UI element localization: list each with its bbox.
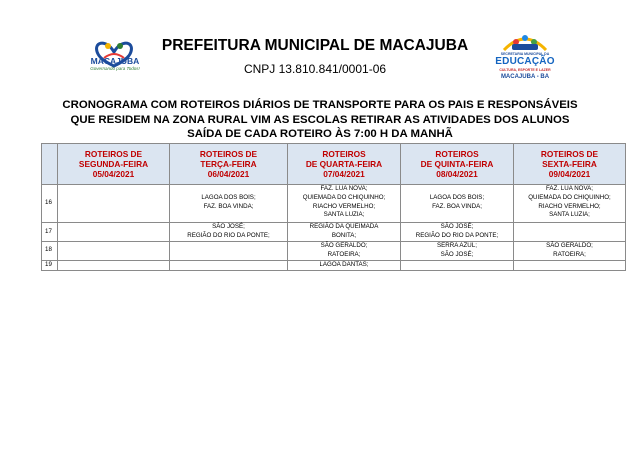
table-cell [58, 242, 170, 261]
logo-secretariat-top: SECRETARIA MUNICIPAL DA [500, 52, 550, 56]
route-location: LAGOA DANTAS; [319, 260, 369, 268]
route-location: QUIEMADA DO CHIQUINHO; [528, 193, 611, 201]
route-location: BONITA; [331, 231, 357, 239]
column-header: ROTEIROS DE QUARTA-FEIRA 07/04/2021 [288, 144, 401, 185]
table-cell [170, 185, 288, 223]
table-cell [514, 260, 626, 270]
route-location [401, 185, 513, 194]
logo-secretariat-sub: CULTURA, ESPORTE E LAZER [499, 68, 551, 72]
logo-city-name: MACAJUBA [90, 56, 140, 66]
table-cell [288, 185, 401, 223]
logo-education-word: EDUCAÇÃO [495, 56, 555, 67]
table-cell [401, 223, 514, 242]
row-number: 17 [42, 223, 58, 242]
column-header: ROTEIROS DE SEXTA-FEIRA 09/04/2021 [514, 144, 626, 185]
route-location: RATOEIRA; [327, 250, 361, 258]
table-cell [288, 242, 401, 261]
route-location: SÃO JOSÉ; [440, 250, 474, 258]
route-location: REGIÃO DO RIO DA PONTE; [415, 231, 499, 239]
route-location: LAGOA DOS BOIS; [429, 193, 485, 201]
table-row [42, 185, 626, 223]
notice-block [40, 98, 600, 142]
route-location: SÃO GERALDO; [546, 242, 593, 249]
row-number: 16 [42, 185, 58, 223]
table-cell [288, 223, 401, 242]
table-row [42, 223, 626, 242]
route-location: FAZ. BOA VINDA; [203, 202, 254, 210]
column-header: ROTEIROS DE TERÇA-FEIRA 06/04/2021 [170, 144, 288, 185]
table-cell [58, 260, 170, 270]
logo-slogan: Governando para Todos! [90, 66, 140, 71]
route-location: REGIÃO DA QUEIMADA [309, 223, 379, 230]
route-location: SÃO JOSÉ; [212, 223, 245, 230]
logo-city: MACAJUBA - BA [500, 74, 550, 80]
route-location: FAZ. LUA NOVA; [546, 185, 593, 192]
route-location: FAZ. BOA VINDA; [432, 202, 482, 210]
table-cell [401, 260, 514, 270]
table-row [42, 260, 626, 270]
route-location: SANTA LUZIA; [323, 211, 365, 219]
route-location: LAGOA DOS BOIS; [201, 193, 256, 201]
header-row [42, 144, 626, 185]
route-location: REGIÃO DO RIO DA PONTE; [187, 231, 270, 239]
cnpj: CNPJ 13.810.841/0001-06 [243, 62, 387, 76]
column-header: ROTEIROS DE SEGUNDA-FEIRA 05/04/2021 [58, 144, 170, 185]
table-cell [58, 185, 170, 223]
route-location: RIACHO VERMELHO; [312, 202, 376, 210]
schedule-table [41, 143, 626, 271]
table-row [42, 242, 626, 261]
row-number: 18 [42, 242, 58, 261]
route-location: SÃO JOSÉ; [440, 223, 474, 230]
route-location: RIACHO VERMELHO; [538, 202, 601, 210]
column-header: ROTEIROS DE QUINTA-FEIRA 08/04/2021 [401, 144, 514, 185]
table-cell [514, 185, 626, 223]
table-cell [170, 242, 288, 261]
notice-line: CRONOGRAMA COM ROTEIROS DIÁRIOS DE TRANSPORTE PARA OS PAIS E RESPONSÁVEIS [62, 99, 578, 111]
table-cell [514, 223, 626, 242]
route-location: QUIEMADA DO CHIQUINHO; [302, 193, 386, 201]
notice-line: QUE RESIDEM NA ZONA RURAL VIM AS ESCOLAS RETIRAR AS ATIVIDADES DOS ALUNOS [70, 113, 570, 126]
table-cell [170, 260, 288, 270]
table-cell [514, 242, 626, 261]
table-cell [58, 223, 170, 242]
table-cell [401, 242, 514, 261]
route-location: FAZ. LUA NOVA; [320, 185, 368, 192]
route-location: SANTA LUZIA; [549, 211, 590, 219]
page-title: PREFEITURA MUNICIPAL DE MACAJUBA [161, 37, 469, 54]
table-cell [288, 260, 401, 270]
notice-line: SAÍDA DE CADA ROTEIRO ÀS 7:00 H DA MANHÃ [187, 128, 453, 140]
row-number: 19 [42, 260, 58, 270]
table-cell [170, 223, 288, 242]
route-location: RATOEIRA; [553, 250, 586, 258]
route-location [170, 185, 287, 194]
table-cell [401, 185, 514, 223]
route-location: SÃO GERALDO; [320, 242, 368, 249]
route-location: SERRA AZUL; [437, 242, 477, 249]
number-column-header [42, 144, 58, 185]
